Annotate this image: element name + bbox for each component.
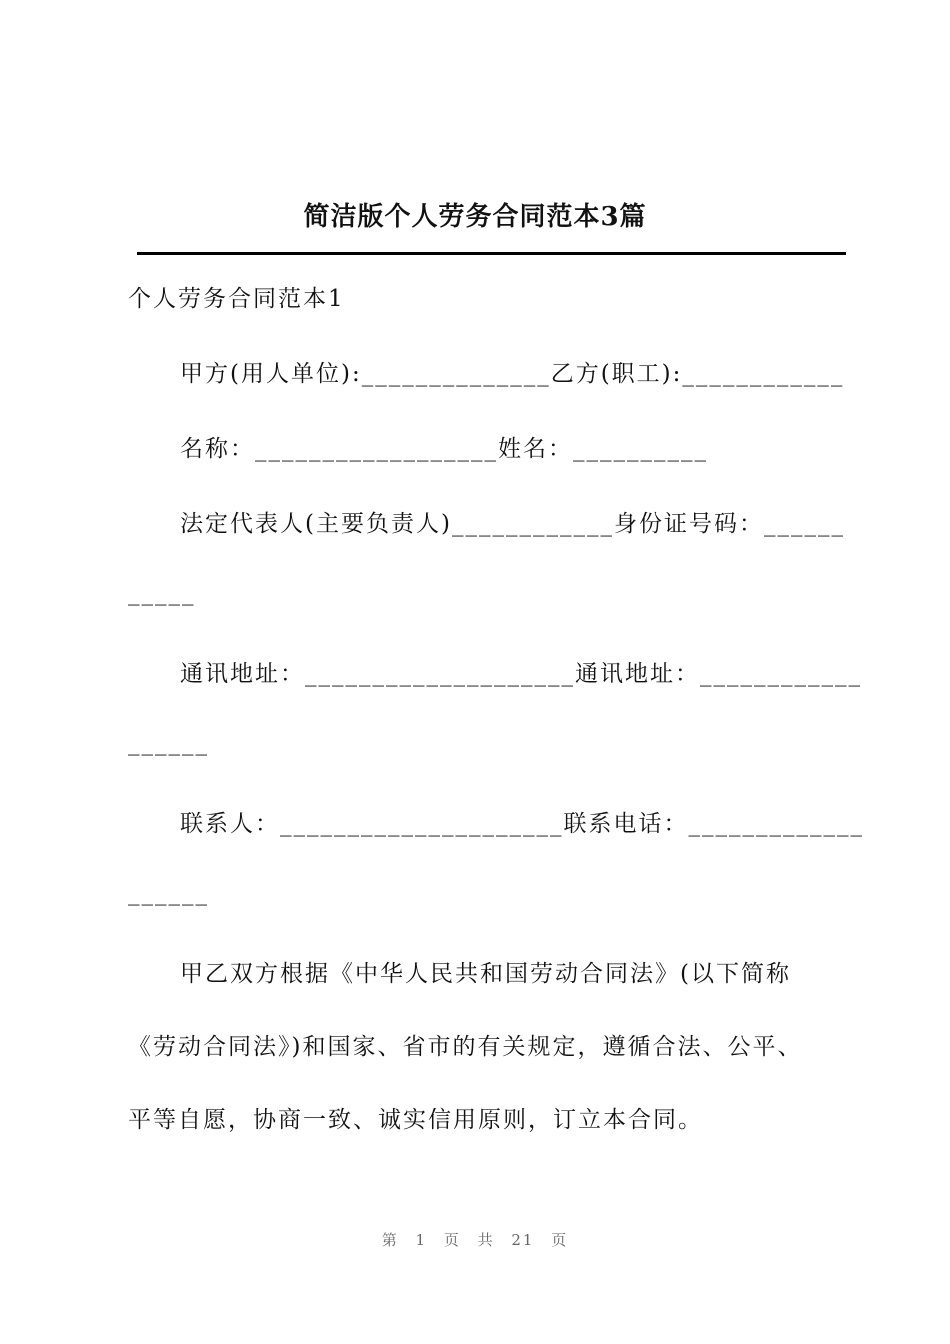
page-footer: 第 1 页 共 21 页 [381,1231,569,1249]
party-line: 甲方(用人单位):______________乙方(职工):____________ [180,361,845,387]
body-paragraph-line-2: 《劳动合同法》)和国家、省市的有关规定，遵循合法、公平、 [128,1034,803,1060]
address-line-cont: ______ [128,730,209,756]
document-title: 简洁版个人劳务合同范本3篇 [303,202,647,232]
section-heading: 个人劳务合同范本1 [128,286,345,312]
name-line: 名称：__________________姓名：__________ [180,436,708,462]
address-line: 通讯地址：____________________通讯地址：____________ [180,661,862,687]
title-rule [137,252,846,255]
legal-rep-line-cont: _____ [128,580,196,606]
body-paragraph-line-3: 平等自愿，协商一致、诚实信用原则，订立本合同。 [128,1107,703,1133]
legal-rep-line: 法定代表人(主要负责人)____________身份证号码：______ [180,511,845,537]
body-paragraph-line-1: 甲乙双方根据《中华人民共和国劳动合同法》(以下简称 [180,961,791,987]
contact-line-cont: ______ [128,880,209,906]
contact-line: 联系人：_____________________联系电话：_____________ [180,811,864,837]
